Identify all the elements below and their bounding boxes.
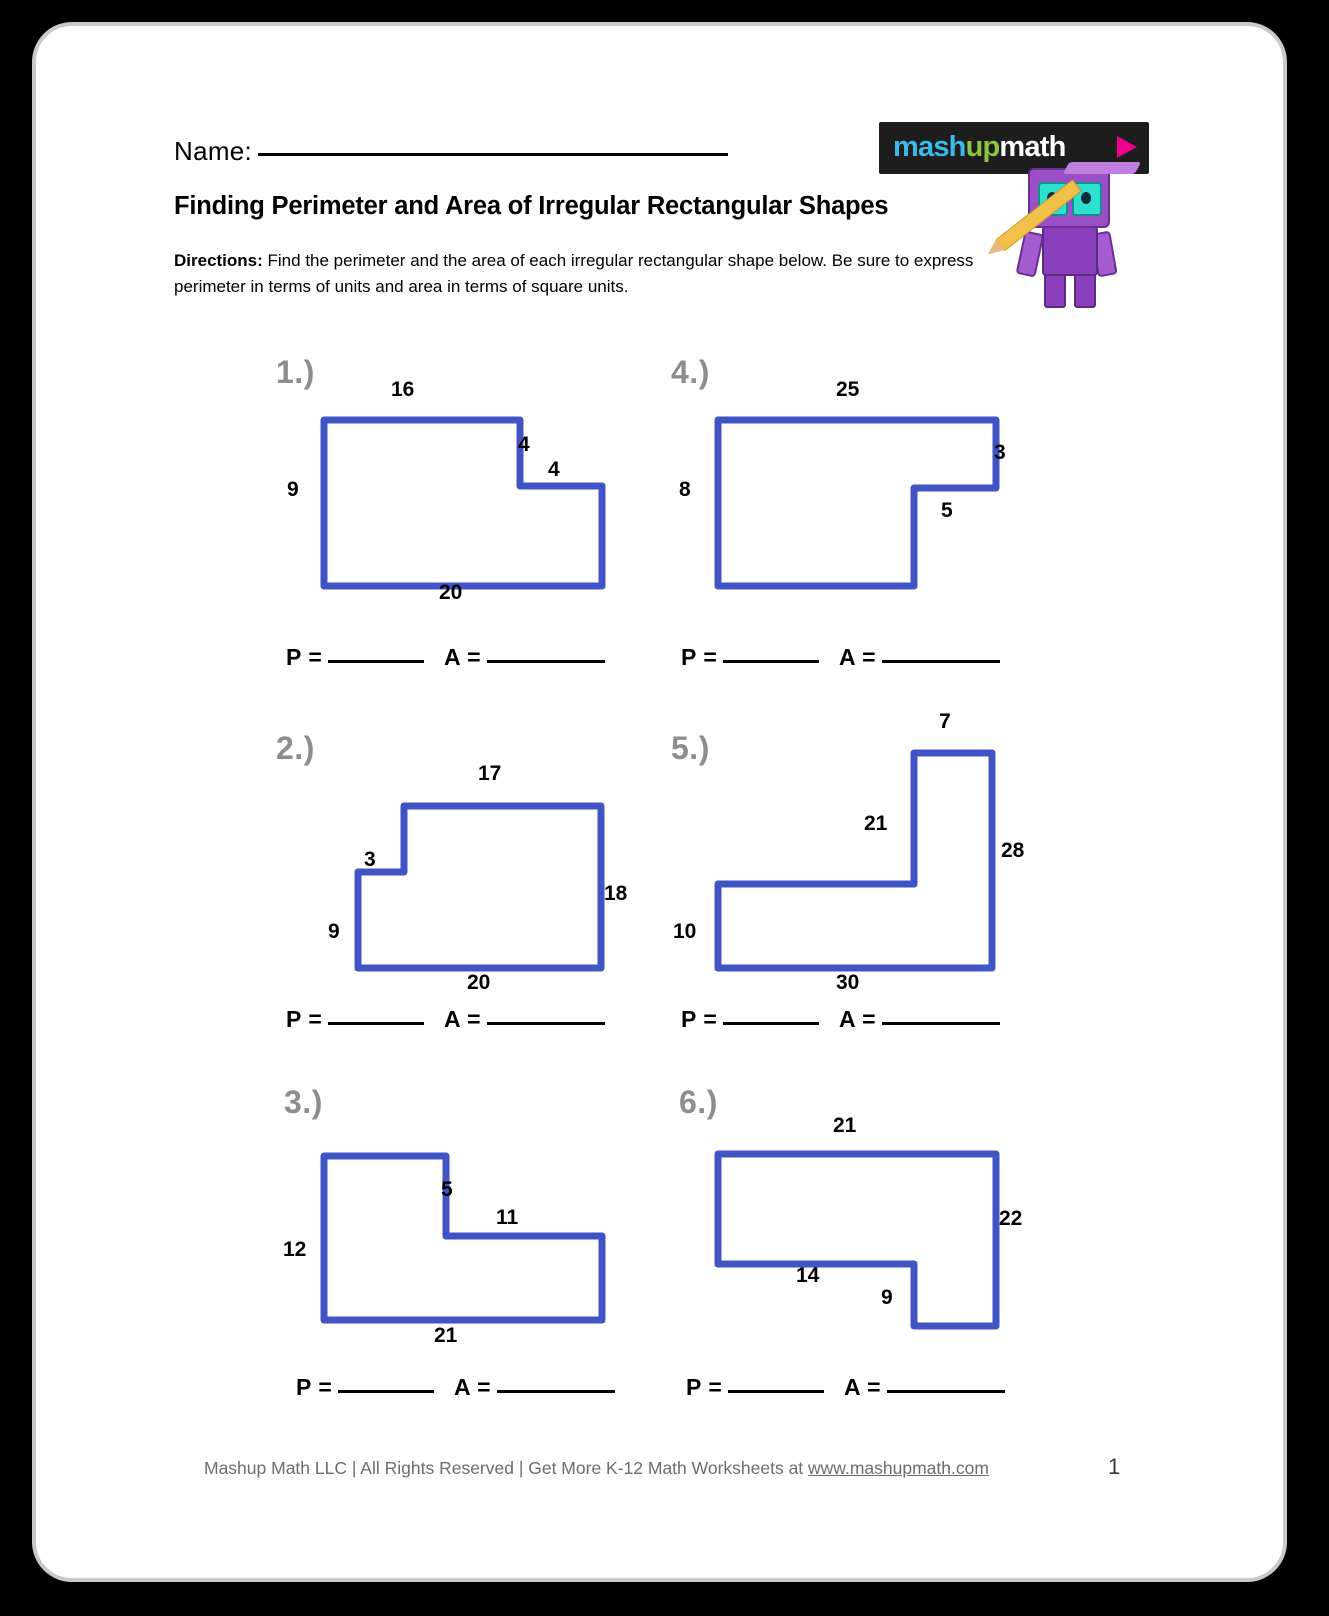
- problem-3-answers: [296, 1374, 621, 1401]
- problem-1-answers: [286, 644, 611, 671]
- directions: [174, 248, 974, 301]
- problem-1-perimeter-label: P =: [286, 644, 323, 670]
- problem-1-dim-1: 4: [518, 433, 530, 456]
- problem-6-area-label: A =: [844, 1374, 882, 1400]
- problem-6-perimeter-blank[interactable]: [728, 1390, 824, 1393]
- problem-1-dim-2: 4: [548, 458, 560, 481]
- logo-text-mash: mash: [893, 131, 966, 163]
- problem-4-answers: [681, 644, 1006, 671]
- footer-text: Mashup Math LLC | All Rights Reserved | Get More K-12 Math Worksheets at: [204, 1458, 809, 1478]
- problem-4-number: 4.): [671, 354, 710, 390]
- problem-2-dim-4: 20: [467, 971, 491, 994]
- name-write-line[interactable]: [258, 153, 728, 156]
- problem-1-shape: [306, 396, 636, 606]
- problem-5-area-blank[interactable]: [882, 1022, 1000, 1025]
- problem-5-dim-2: 28: [1001, 839, 1025, 862]
- logo-text-up: up: [965, 131, 1000, 163]
- problem-4-area-blank[interactable]: [882, 660, 1000, 663]
- robot-body: [1042, 226, 1098, 276]
- page-number: 1: [1108, 1454, 1121, 1479]
- problem-5-answers: [681, 1006, 1006, 1033]
- problem-1-area-blank[interactable]: [487, 660, 605, 663]
- problem-3-shape: [306, 1136, 636, 1346]
- problem-2-dim-0: 17: [478, 762, 502, 785]
- problem-3-dim-3: 21: [434, 1324, 458, 1347]
- problem-3-dim-1: 11: [496, 1206, 519, 1229]
- problem-6-dim-0: 21: [833, 1114, 857, 1137]
- problem-3-dim-2: 12: [283, 1238, 307, 1261]
- robot-mascot-icon: [998, 166, 1138, 314]
- logo-text-math: math: [999, 131, 1066, 163]
- name-label: Name:: [174, 136, 253, 166]
- problem-5-shape: [696, 736, 1026, 996]
- problem-1-dim-0: 16: [391, 378, 415, 401]
- problem-5-dim-3: 10: [673, 920, 697, 943]
- problem-6-number: 6.): [679, 1084, 718, 1120]
- problem-3-area-label: A =: [454, 1374, 492, 1400]
- problem-5-perimeter-blank[interactable]: [723, 1022, 819, 1025]
- problem-2-dim-3: 9: [328, 920, 340, 943]
- problem-6-dim-2: 14: [796, 1264, 820, 1287]
- problem-6-area-blank[interactable]: [887, 1390, 1005, 1393]
- problem-4-dim-3: 5: [941, 499, 953, 522]
- footer-link[interactable]: www.mashupmath.com: [808, 1458, 989, 1478]
- problem-3-perimeter-blank[interactable]: [338, 1390, 434, 1393]
- name-field-row: [174, 136, 728, 167]
- problem-3-number: 3.): [284, 1084, 323, 1120]
- problem-4-perimeter-blank[interactable]: [723, 660, 819, 663]
- play-triangle-icon: [1117, 136, 1137, 158]
- problem-3-perimeter-label: P =: [296, 1374, 333, 1400]
- problem-4-shape: [696, 396, 1036, 606]
- problem-1-perimeter-blank[interactable]: [328, 660, 424, 663]
- problem-2-perimeter-blank[interactable]: [328, 1022, 424, 1025]
- problem-2-dim-1: 3: [364, 848, 376, 871]
- problem-4-dim-2: 8: [679, 478, 691, 501]
- problem-4-perimeter-label: P =: [681, 644, 718, 670]
- robot-head-top: [1063, 162, 1141, 174]
- problem-1-dim-4: 20: [439, 581, 463, 604]
- problem-6-dim-1: 22: [999, 1207, 1023, 1230]
- directions-text: Find the perimeter and the area of each irregular rectangular shape below. Be sure to express perimeter in terms of units and area in terms of square units.: [174, 251, 974, 297]
- problem-5-dim-4: 30: [836, 971, 860, 994]
- problem-3-area-blank[interactable]: [497, 1390, 615, 1393]
- problem-1-area-label: A =: [444, 644, 482, 670]
- problem-2-number: 2.): [276, 730, 315, 766]
- problem-2-dim-2: 18: [604, 882, 628, 905]
- worksheet-page: [32, 22, 1287, 1582]
- problem-5-perimeter-label: P =: [681, 1006, 718, 1032]
- problem-3-dim-0: 5: [441, 1178, 453, 1201]
- problem-2-area-label: A =: [444, 1006, 482, 1032]
- problem-6-perimeter-label: P =: [686, 1374, 723, 1400]
- footer: [204, 1458, 989, 1479]
- problem-2-area-blank[interactable]: [487, 1022, 605, 1025]
- problem-1-number: 1.): [276, 354, 315, 390]
- problem-1-dim-3: 9: [287, 478, 299, 501]
- problem-6-shape: [696, 1136, 1026, 1346]
- problem-4-dim-1: 3: [994, 441, 1006, 464]
- problem-2-answers: [286, 1006, 611, 1033]
- problem-5-number: 5.): [671, 730, 710, 766]
- page-title: Finding Perimeter and Area of Irregular Rectangular Shapes: [174, 192, 889, 220]
- problem-2-perimeter-label: P =: [286, 1006, 323, 1032]
- problem-4-dim-0: 25: [836, 378, 860, 401]
- problem-6-answers: [686, 1374, 1011, 1401]
- problem-5-dim-0: 7: [939, 710, 951, 733]
- problem-6-dim-3: 9: [881, 1286, 893, 1309]
- logo-wordmark: [893, 131, 1066, 164]
- problem-5-area-label: A =: [839, 1006, 877, 1032]
- problem-5-dim-1: 21: [864, 812, 888, 835]
- directions-label: Directions:: [174, 251, 263, 270]
- problem-4-area-label: A =: [839, 644, 877, 670]
- problem-2-shape: [336, 786, 636, 996]
